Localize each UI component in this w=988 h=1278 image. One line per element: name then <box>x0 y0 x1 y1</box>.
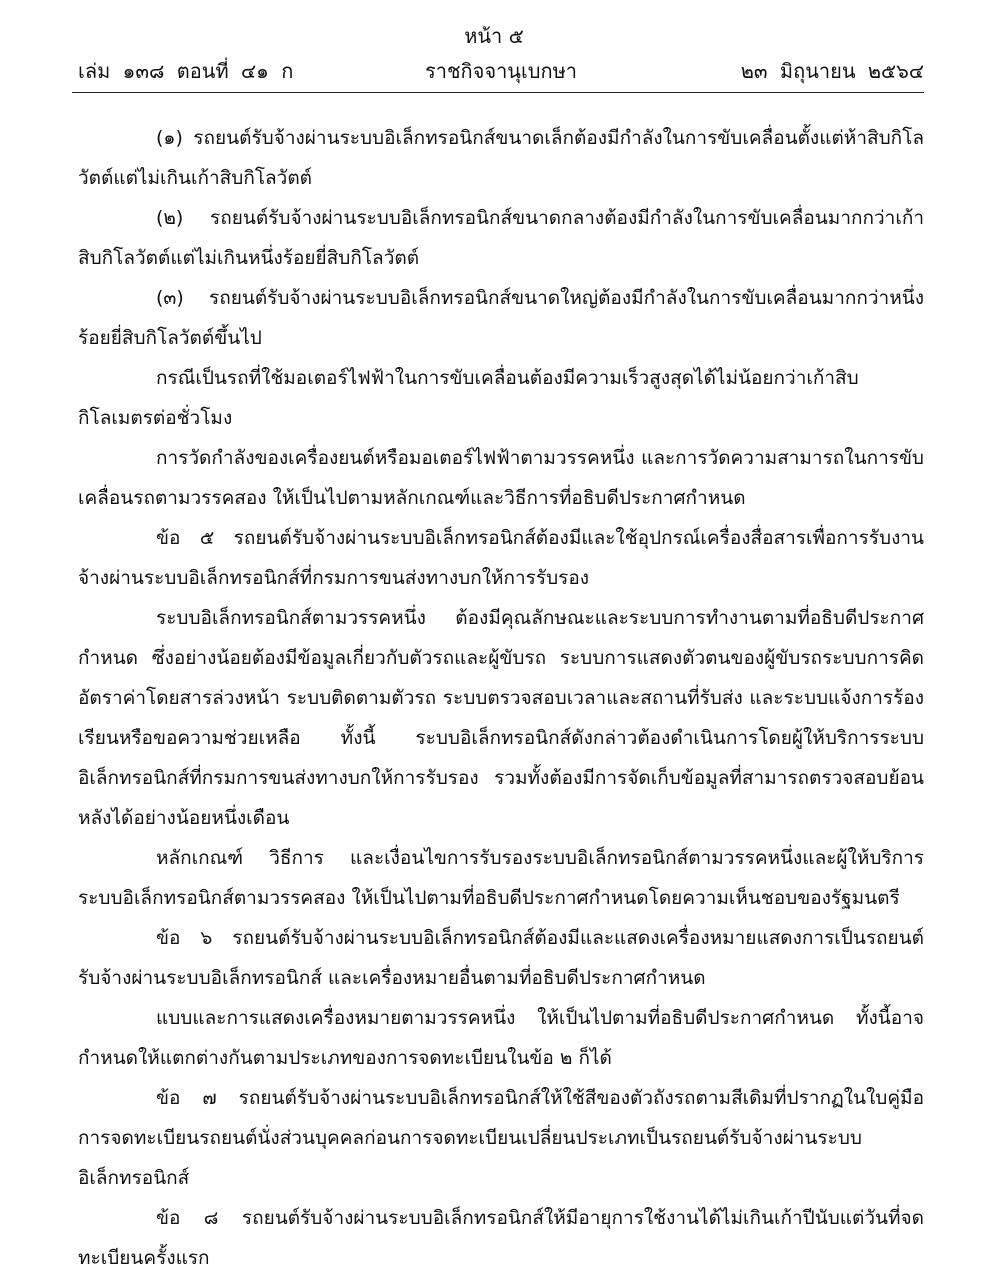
paragraph-9: ข้อ ๖ รถยนต์รับจ้างผ่านระบบอิเล็กทรอนิกส์ต้องมีและแสดงเครื่องหมายแสดงการเป็นรถยนต์รับจ้างผ่านระบบอิเล็กทรอนิกส์ และเครื่องหมายอื่นตามที่อธิบดีประกาศกำหนด <box>78 927 924 989</box>
paragraph-4: กรณีเป็นรถที่ใช้มอเตอร์ไฟฟ้าในการขับเคลื่อนต้องมีความเร็วสูงสุดได้ไม่น้อยกว่าเก้าสิบกิโลเมตรต่อชั่วโมง <box>78 367 859 429</box>
paragraph-3: (๓) รถยนต์รับจ้างผ่านระบบอิเล็กทรอนิกส์ขนาดใหญ่ต้องมีกำลังในการขับเคลื่อนมากกว่าหนึ่งร้อยยี่สิบกิโลวัตต์ขึ้นไป <box>78 287 924 349</box>
document-body <box>78 118 924 1278</box>
paragraph-7: ระบบอิเล็กทรอนิกส์ตามวรรคหนึ่ง ต้องมีคุณลักษณะและระบบการทำงานตามที่อธิบดีประกาศกำหนด ซึ่งอย่างน้อยต้องมีข้อมูลเกี่ยวกับตัวรถและผู้ขับรถ ระบบการแสดงตัวตนของผู้ขับรถระบบการคิดอัตราค่าโดยสารล่วงหน้า ระบบติดตามตัวรถ ระบบตรวจสอบเวลาและสถานที่รับส่ง และระบบแจ้งการร้องเรียนหรือขอความช่วยเหลือ ทั้งนี้ ระบบอิเล็กทรอนิกส์ดังกล่าวต้องดำเนินการโดยผู้ให้บริการระบบอิเล็กทรอนิกส์ที่กรมการขนส่งทางบกให้การรับรอง รวมทั้งต้องมีการจัดเก็บข้อมูลที่สามารถตรวจสอบย้อนหลังได้อย่างน้อยหนึ่งเดือน <box>78 607 924 829</box>
volume-issue-label: เล่ม ๑๓๘ ตอนที่ ๔๑ ก <box>78 59 294 83</box>
publication-title: ราชกิจจานุเบกษา <box>424 59 578 83</box>
paragraph-8: หลักเกณฑ์ วิธีการ และเงื่อนไขการรับรองระบบอิเล็กทรอนิกส์ตามวรรคหนึ่งและผู้ให้บริการระบบอิเล็กทรอนิกส์ตามวรรคสอง ให้เป็นไปตามที่อธิบดีประกาศกำหนดโดยความเห็นชอบของรัฐมนตรี <box>78 847 924 909</box>
paragraph-12: ข้อ ๘ รถยนต์รับจ้างผ่านระบบอิเล็กทรอนิกส์ให้มีอายุการใช้งานได้ไม่เกินเก้าปีนับแต่วันที่จดทะเบียนครั้งแรก <box>78 1207 924 1269</box>
paragraph-1: (๑) รถยนต์รับจ้างผ่านระบบอิเล็กทรอนิกส์ขนาดเล็กต้องมีกำลังในการขับเคลื่อนตั้งแต่ห้าสิบกิโลวัตต์แต่ไม่เกินเก้าสิบกิโลวัตต์ <box>78 127 924 189</box>
gazette-header <box>78 56 924 86</box>
paragraph-10: แบบและการแสดงเครื่องหมายตามวรรคหนึ่ง ให้เป็นไปตามที่อธิบดีประกาศกำหนด ทั้งนี้อาจกำหนดให้แตกต่างกันตามประเภทของการจดทะเบียนในข้อ ๒ ก็ได้ <box>78 1007 924 1069</box>
header-divider <box>72 92 924 93</box>
paragraph-11: ข้อ ๗ รถยนต์รับจ้างผ่านระบบอิเล็กทรอนิกส์ให้ใช้สีของตัวถังรถตามสีเดิมที่ปรากฏในใบคู่มือการจดทะเบียนรถยนต์นั่งส่วนบุคคลก่อนการจดทะเบียนเปลี่ยนประเภทเป็นรถยนต์รับจ้างผ่านระบบอิเล็กทรอนิกส์ <box>78 1087 924 1189</box>
page-number: หน้า ๕ <box>464 24 524 48</box>
paragraph-6: ข้อ ๕ รถยนต์รับจ้างผ่านระบบอิเล็กทรอนิกส์ต้องมีและใช้อุปกรณ์เครื่องสื่อสารเพื่อการรับงานจ้างผ่านระบบอิเล็กทรอนิกส์ที่กรมการขนส่งทางบกให้การรับรอง <box>78 527 924 589</box>
paragraph-2: (๒) รถยนต์รับจ้างผ่านระบบอิเล็กทรอนิกส์ขนาดกลางต้องมีกำลังในการขับเคลื่อนมากกว่าเก้าสิบกิโลวัตต์แต่ไม่เกินหนึ่งร้อยยี่สิบกิโลวัตต์ <box>78 207 924 269</box>
paragraph-5: การวัดกำลังของเครื่องยนต์หรือมอเตอร์ไฟฟ้าตามวรรคหนึ่ง และการวัดความสามารถในการขับเคลื่อนรถตามวรรคสอง ให้เป็นไปตามหลักเกณฑ์และวิธีการที่อธิบดีประกาศกำหนด <box>78 447 924 509</box>
publication-date: ๒๓ มิถุนายน ๒๕๖๔ <box>740 59 924 83</box>
